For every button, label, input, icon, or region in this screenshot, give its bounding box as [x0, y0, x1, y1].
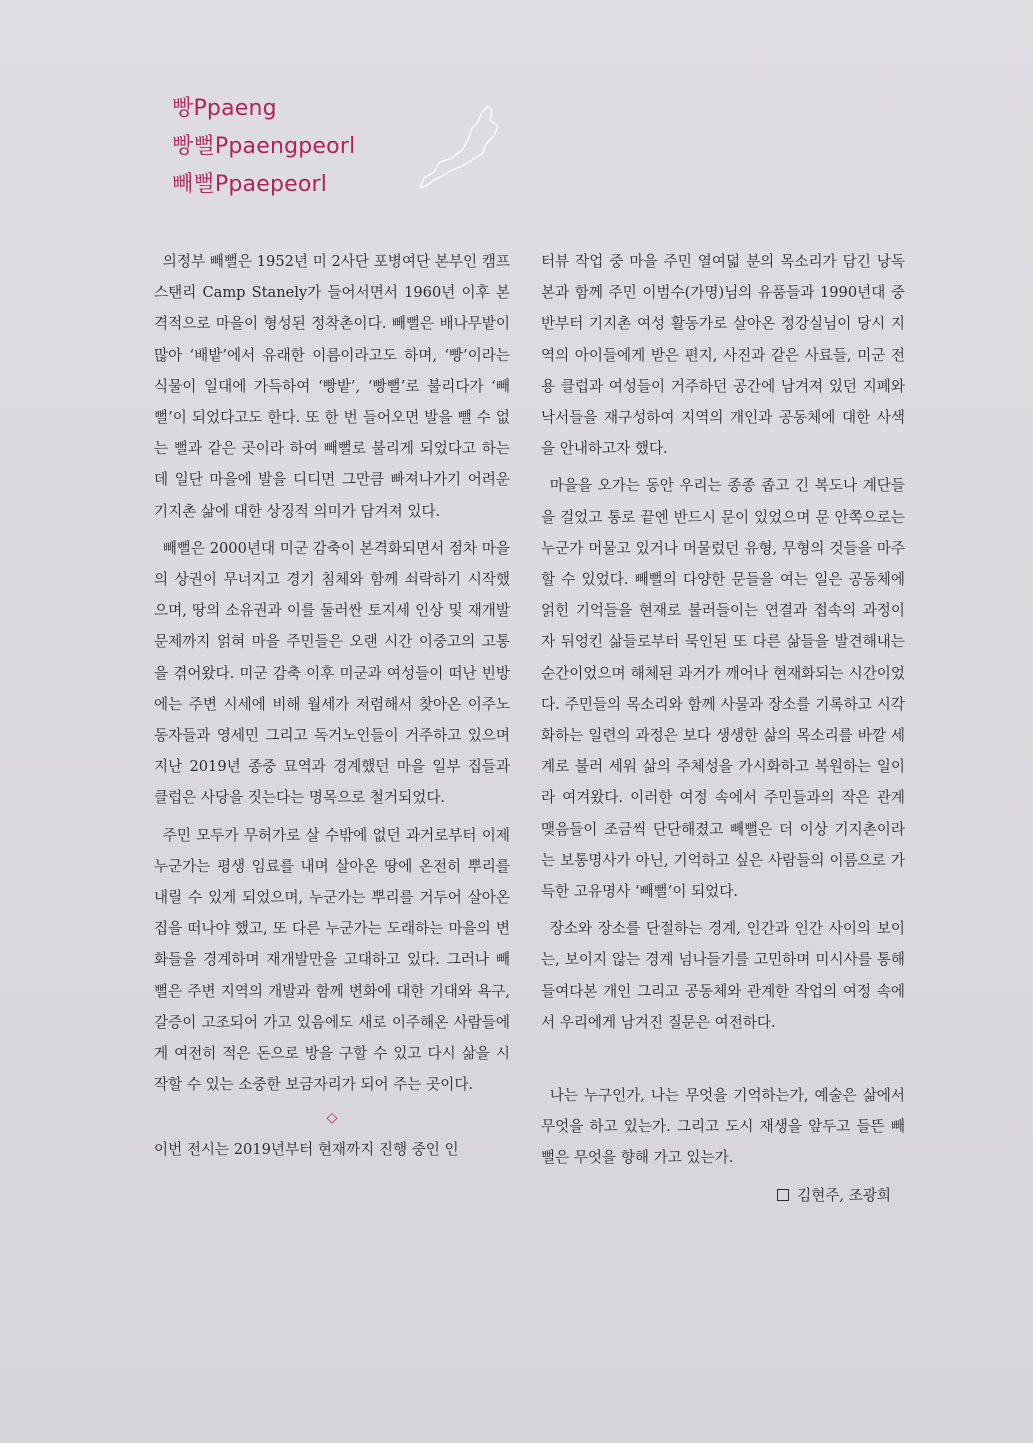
- right-column: [541, 246, 905, 1217]
- paragraph: 터뷰 작업 중 마을 주민 열여덟 분의 목소리가 담긴 낭독본과 함께 주민 이범수(가명)님의 유품들과 1990년대 중반부터 기지촌 여성 활동가로 살아온 정강실님이 당시 지역의 아이들에게 받은 편지, 사진과 같은 사료들, 미군 전용 클럽과 여성들이 거주하던 공간에 남겨져 있던 지폐와 낙서들을 재구성하여 지역의 개인과 공동체에 대한 사색을 안내하고자 했다.: [541, 253, 905, 458]
- paragraph: 의정부 빼뻘은 1952년 미 2사단 포병여단 본부인 캠프 스탠리 Camp Stanely가 들어서면서 1960년 이후 본격적으로 마을이 형성된 정착촌이다. 빼뻘은 배나무밭이 많아 ‘배밭’에서 유래한 이름이라고도 하며, ‘빵’이라는 식물이 일대에 가득하여 ‘빵밭’, ‘빵뻘’로 불리다가 ‘빼뻘’이 되었다고도 한다. 또 한 번 들어오면 발을 뺄 수 없는 뻘과 같은 곳이라 하여 빼뻘로 불리게 되었다고 하는데 일단 마을에 발을 디디면 그만큼 빠져나가기 어려운 기지촌 삶에 대한 상징적 의미가 담겨져 있다.: [154, 253, 510, 520]
- paragraph: 주민 모두가 무허가로 살 수밖에 없던 과거로부터 이제 누군가는 평생 임료를 내며 살아온 땅에 온전히 뿌리를 내릴 수 있게 되었으며, 누군가는 뿌리를 거두어 살아온 집을 떠나야 했고, 또 다른 누군가는 도래하는 마을의 변화들을 경계하며 재개발만을 고대하고 있다. 그러나 빼뻘은 주변 지역의 개발과 함께 변화에 대한 기대와 욕구, 갈증이 고조되어 가고 있음에도 새로 이주해온 사람들에게 여전히 적은 돈으로 방을 구할 수 있고 다시 삶을 시작할 수 있는 소중한 보금자리가 되어 주는 곳이다.: [154, 826, 510, 1094]
- paragraph: 빼뻘은 2000년대 미군 감축이 본격화되면서 점차 마을의 상권이 무너지고 경기 침체와 함께 쇠락하기 시작했으며, 땅의 소유권과 이를 둘러싼 토지세 인상 및 재개발 문제까지 얽혀 마을 주민들은 오랜 시간 이중고의 고통을 겪어왔다. 미군 감축 이후 미군과 여성들이 떠난 빈방에는 주변 시세에 비해 월세가 저렴해서 찾아온 이주노동자들과 영세민 그리고 독거노인들이 거주하고 있으며 지난 2019년 종중 묘역과 경계했던 마을 일부 집들과 클럽은 사당을 짓는다는 명목으로 철거되었다.: [154, 539, 510, 807]
- credit: [541, 1180, 905, 1211]
- title-ppaepeorl: 빼뻘Ppaepeorl: [172, 172, 328, 197]
- diamond-separator-icon: ◇: [326, 1110, 338, 1127]
- title-ppaengpeorl: 빵뻘Ppaengpeorl: [172, 134, 356, 159]
- title-ppaeng: 빵Ppaeng: [172, 96, 277, 121]
- map-outline-icon: [412, 100, 502, 195]
- paragraph: 장소와 장소를 단절하는 경계, 인간과 인간 사이의 보이는, 보이지 않는 경계 넘나들기를 고민하며 미시사를 통해 들여다본 개인 그리고 공동체와 관계한 작업의 여정 속에서 우리에게 남겨진 질문은 여전하다.: [541, 920, 905, 1031]
- credit-names: 김현주, 조광희: [797, 1186, 891, 1204]
- paragraph: 마을을 오가는 동안 우리는 종종 좁고 긴 복도나 계단들을 걸었고 통로 끝엔 반드시 문이 있었으며 문 안쪽으로는 누군가 머물고 있거나 머물렀던 유형, 무형의 것들을 마주 할 수 있었다. 빼뻘의 다양한 문들을 여는 일은 공동체에 얽힌 기억들을 현재로 불러들이는 연결과 접속의 과정이자 뒤엉킨 삶들로부터 묵인된 또 다른 삶들을 발견해내는 순간이었으며 해체된 과거가 깨어나 현재화되는 시간이었다. 주민들의 목소리와 함께 사물과 장소를 기록하고 시각화하는 일련의 과정은 보다 생생한 삶의 목소리를 바깥 세계로 불러 세워 삶의 주체성을 가시화하고 복원하는 일이라 여겨왔다. 이러한 여정 속에서 주민들과의 작은 관계 맺음들이 조금씩 단단해졌고 빼뻘은 더 이상 기지촌이라는 보통명사가 아닌, 기억하고 싶은 사람들의 이름으로 가득한 고유명사 ‘빼뻘’이 되었다.: [541, 477, 905, 901]
- title-block: [172, 90, 355, 204]
- paragraph-tail: 이번 전시는 2019년부터 현재까지 진행 중인 인: [154, 1141, 459, 1159]
- left-column: [154, 246, 510, 1172]
- closing-paragraph: 나는 누구인가, 나는 무엇을 기억하는가, 예술은 삶에서 무엇을 하고 있는가. 그리고 도시 재생을 앞두고 들뜬 빼뻘은 무엇을 향해 가고 있는가.: [541, 1087, 905, 1167]
- square-icon: [777, 1189, 789, 1201]
